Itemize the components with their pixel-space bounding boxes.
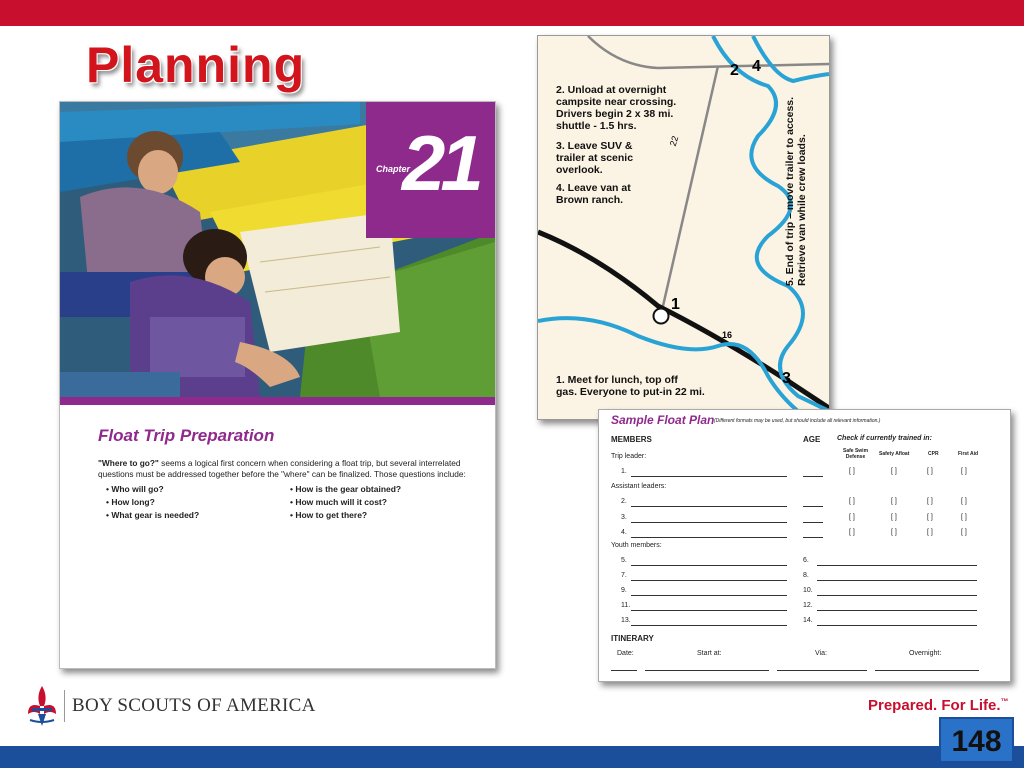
youth-row-number: 7. [621,572,627,579]
leader-name-line [631,522,787,523]
leader-row-number: 2. [621,498,627,505]
training-checkbox: [ ] [961,468,967,475]
map-note-2-line: shuttle - 1.5 hrs. [556,120,637,132]
trademark-mark: ™ [1000,697,1009,706]
training-checkbox: [ ] [849,468,855,475]
map-note-4-line: 4. Leave van at [556,182,631,194]
chapter-number: 21 [402,119,479,207]
footer-divider [64,690,65,722]
youth-members-label: Youth members: [611,542,662,549]
map-marker-1: 1 [671,296,680,313]
col-safe-swim-line: Defense [845,454,866,460]
training-checkbox: [ ] [891,468,897,475]
map-marker-4: 4 [752,58,761,75]
members-header: MEMBERS [611,435,652,444]
map-note-3-line: trailer at scenic [556,152,634,164]
question-right-2: • How much will it cost? [290,497,387,507]
training-checkbox: [ ] [961,514,967,521]
itinerary-line [611,670,637,671]
top-red-bar [0,0,1024,26]
youth-row-number: 14. [803,617,813,624]
youth-row-number: 5. [621,557,627,564]
map-marker-2: 2 [730,62,739,79]
map-marker-3: 3 [782,370,791,387]
question-left-1: • Who will go? [106,484,164,494]
map-note-3-line: 3. Leave SUV & [556,140,633,152]
leader-age-line [803,537,823,538]
age-header: AGE [803,435,821,444]
map-note-2-line: 2. Unload at overnight [556,84,667,96]
question-right-1: • How is the gear obtained? [290,484,402,494]
itinerary-via: Via: [815,650,827,657]
map-note-1-line: 1. Meet for lunch, top off [556,374,678,386]
itinerary-line [875,670,979,671]
youth-row-number: 6. [803,557,809,564]
map-note-5 [784,36,808,286]
youth-row-number: 8. [803,572,809,579]
leader-age-line [803,506,823,507]
youth-name-line [631,580,787,581]
assistant-leaders-label: Assistant leaders: [611,483,667,490]
chapter-page-image [59,101,496,669]
chapter-intro [98,458,468,480]
youth-name-line [817,565,977,566]
youth-name-line [817,625,977,626]
leader-row-number: 3. [621,514,627,521]
map-note-2-line: Drivers begin 2 x 38 mi. [556,108,674,120]
col-safe-swim [843,448,868,460]
training-checkbox: [ ] [927,498,933,505]
map-note-1 [556,374,705,398]
map-note-1-line: gas. Everyone to put-in 22 mi. [556,386,705,398]
youth-row-number: 13. [621,617,631,624]
itinerary-start: Start at: [697,650,722,657]
intro-text: seems a logical first concern when considering a float trip, but several interrelated questions must be addressed together before the "where" can be finalized. Those questions include: [98,458,466,479]
training-checkbox: [ ] [891,498,897,505]
itinerary-overnight: Overnight: [909,650,942,657]
leader-name-line [631,537,787,538]
youth-name-line [631,610,787,611]
map-note-4-line: Brown ranch. [556,194,624,206]
bottom-blue-bar [0,746,1024,768]
chapter-heading: Float Trip Preparation [98,426,275,445]
youth-name-line [817,610,977,611]
float-plan-subtitle: (Different formats may be used, but should include all relevant information.) [714,418,881,424]
map-note-2 [556,84,676,132]
training-checkbox: [ ] [961,498,967,505]
trip-leader-label: Trip leader: [611,453,647,460]
itinerary-line [777,670,867,671]
chapter-label: Chapter [376,164,411,174]
float-plan-form [598,409,1011,682]
training-checkbox: [ ] [961,529,967,536]
youth-row-number: 9. [621,587,627,594]
training-checkbox: [ ] [927,529,933,536]
training-checkbox: [ ] [849,498,855,505]
slide-title: Planning [86,37,306,93]
youth-row-number: 10. [803,587,813,594]
col-first-aid: First Aid [958,451,979,457]
map-note-3-line: overlook. [556,164,603,176]
itinerary-line [645,670,769,671]
float-plan-title: Sample Float Plan [611,413,715,427]
training-checkbox: [ ] [849,529,855,536]
leader-name-line [631,506,787,507]
intro-quote: "Where to go?" [98,458,159,468]
youth-row-number: 12. [803,602,813,609]
youth-row-number: 11. [621,602,631,609]
road-16-label: 16 [722,330,733,340]
leader-name-line [631,476,787,477]
road-22-label: 22 [667,134,681,148]
slide-number: 148 [939,717,1014,763]
purple-divider [60,397,495,405]
map-note-5-line: Retrieve van while crew loads. [796,134,808,286]
map-note-4 [556,182,631,206]
youth-name-line [631,625,787,626]
itinerary-date: Date: [617,650,634,657]
col-cpr: CPR [928,451,939,457]
question-left-2: • How long? [106,497,155,507]
map-note-3 [556,140,633,176]
map-note-2-line: campsite near crossing. [556,96,677,108]
leader-age-line [803,476,823,477]
tagline-text: Prepared. For Life. [868,697,1001,714]
training-checkbox: [ ] [849,514,855,521]
trained-header: Check if currently trained in: [837,435,932,442]
chapter-badge [366,102,495,238]
question-left-3: • What gear is needed? [106,510,200,520]
bsa-org-name: BOY SCOUTS OF AMERICA [72,695,316,716]
col-safe-swim-line: Safe Swim [843,448,869,454]
training-checkbox: [ ] [927,514,933,521]
col-safety-afloat: Safety Afloat [879,451,910,457]
leader-row-number: 4. [621,529,627,536]
bsa-wordmark [72,695,316,717]
youth-name-line [631,595,787,596]
leader-age-line [803,522,823,523]
tagline [868,697,1009,714]
leader-row-number: 1. [621,468,627,475]
training-checkbox: [ ] [891,514,897,521]
youth-name-line [817,580,977,581]
training-checkbox: [ ] [927,468,933,475]
youth-name-line [817,595,977,596]
youth-name-line [631,565,787,566]
map-note-5-line: 5. End of trip – move trailer to access. [784,96,796,286]
itinerary-header: ITINERARY [611,634,654,643]
question-right-3: • How to get there? [290,510,368,520]
training-checkbox: [ ] [891,529,897,536]
shuttle-map [537,35,830,420]
bsa-fleur-de-lis-logo [24,684,60,728]
